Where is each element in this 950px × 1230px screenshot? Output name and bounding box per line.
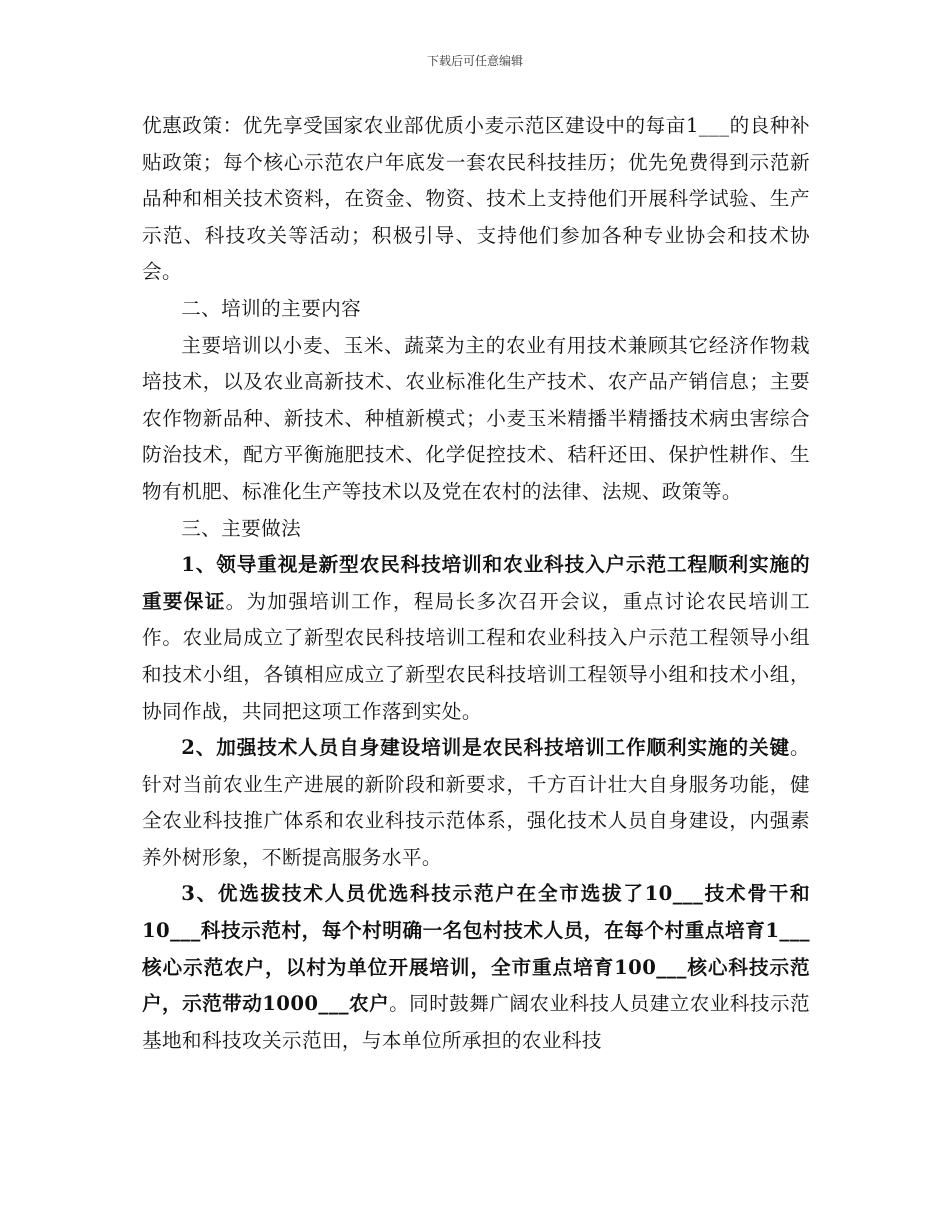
paragraph-staff-building-body: 。针对当前农业生产进展的新阶段和新要求，千方百计壮大自身服务功能，健全农业科技推广体系和农业科技示范体系，强化技术人员自身建设，内强素养外树形象，不断提高服务水平。 — [142, 736, 810, 869]
paragraph-selection-body: 。同时鼓舞广阔农业科技人员建立农业科技示范基地和科技攻关示范田，与本单位所承担的农业科技 — [142, 992, 810, 1052]
paragraph-leadership-lead: 1、领导重视是新型农民科技培训和农业科技入户示范工程顺利实施的重要保证 — [142, 553, 810, 613]
paragraph-staff-building — [142, 730, 810, 876]
paragraph-staff-building-lead: 2、加强技术人员自身建设培训是农民科技培训工作顺利实施的关键 — [181, 736, 790, 760]
document-body — [142, 108, 810, 1059]
page-header: 下载后可任意编辑 — [426, 54, 523, 68]
paragraph-leadership — [142, 547, 810, 730]
section-heading-main-methods: 三、主要做法 — [181, 516, 302, 540]
paragraph-training-content: 主要培训以小麦、玉米、蔬菜为主的农业有用技术兼顾其它经济作物栽培技术，以及农业高新技术、农业标准化生产技术、农产品产销信息；主要农作物新品种、新技术、种植新模式；小麦玉米精播半精播技术病虫害综合防治技术，配方平衡施肥技术、化学促控技术、秸秆还田、保护性耕作、生物有机肥、标准化生产等技术以及党在农村的法律、法规、政策等。 — [142, 333, 810, 503]
paragraph-selection — [142, 876, 810, 1059]
paragraph-leadership-body: 。为加强培训工作，程局长多次召开会议，重点讨论农民培训工作。农业局成立了新型农民科技培训工程和农业科技入户示范工程领导小组和技术小组，各镇相应成立了新型农民科技培训工程领导小组和技术小组，协同作战，共同把这项工作落到实处。 — [142, 589, 810, 723]
section-heading-training-content: 二、培训的主要内容 — [181, 296, 362, 320]
paragraph-preferential-policy: 优惠政策：优先享受国家农业部优质小麦示范区建设中的每亩1___的良种补贴政策；每个核心示范农户年底发一套农民科技挂历；优先免费得到示范新品种和相关技术资料，在资金、物资、技术上支持他们开展科学试验、生产示范、科技攻关等活动；积极引导、支持他们参加各种专业协会和技术协会。 — [142, 114, 810, 284]
paragraph-selection-lead: 3、优选拔技术人员优选科技示范户在全市选拔了10___技术骨干和10___科技示范村，每个村明确一名包村技术人员，在每个村重点培育1___核心示范农户，以村为单位开展培训，全市重点培育100___核心科技示范户，示范带动1000___农户 — [142, 882, 810, 1016]
